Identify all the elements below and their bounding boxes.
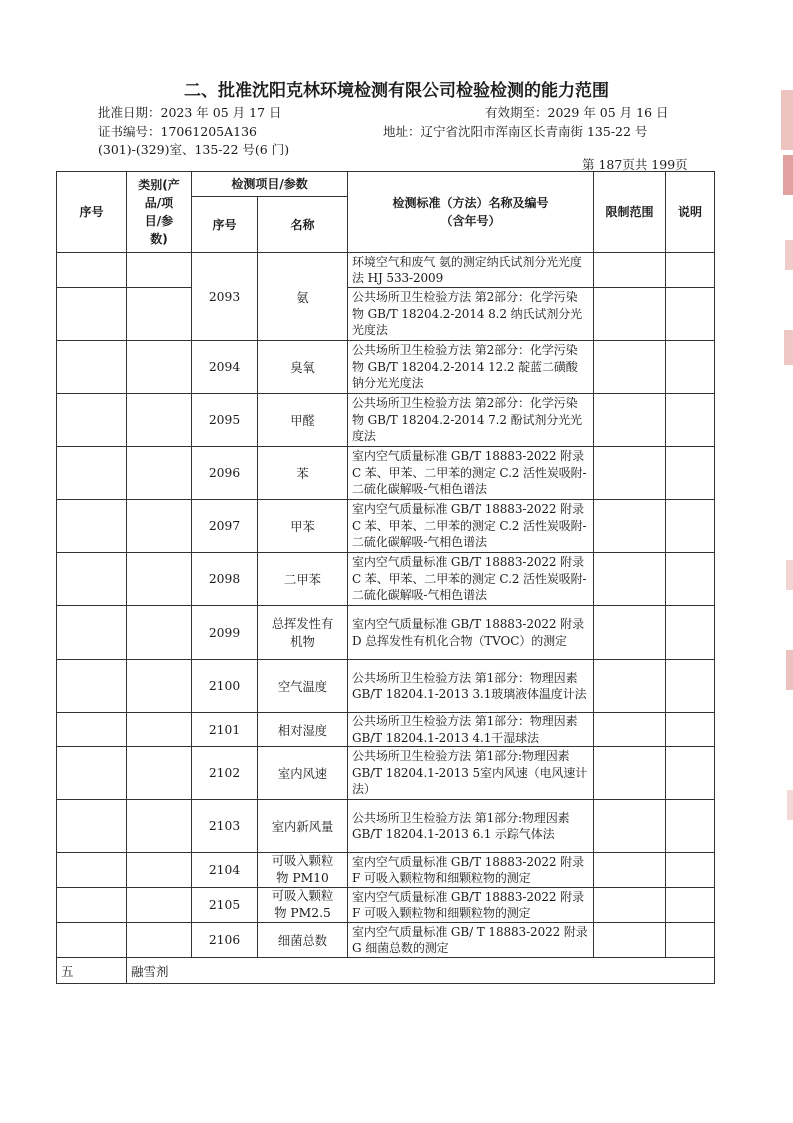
item-name: 苯 (258, 447, 348, 500)
item-name: 甲苯 (258, 500, 348, 553)
item-standard: 室内空气质量标准 GB/ T 18883-2022 附录G 细菌总数的测定 (348, 923, 594, 958)
table-row (57, 888, 715, 923)
section-category: 融雪剂 (127, 958, 715, 984)
item-name: 甲醛 (258, 394, 348, 447)
header-seq: 序号 (57, 172, 127, 253)
table-row (57, 253, 715, 288)
item-no: 2094 (192, 341, 258, 394)
item-name: 总挥发性有机物 (258, 606, 348, 660)
table-row (57, 500, 715, 553)
table-row (57, 288, 715, 341)
seal-stamp-fragment (771, 90, 793, 970)
item-name: 氨 (258, 253, 348, 341)
header-note: 说明 (666, 172, 715, 253)
table-row (57, 660, 715, 713)
table-row (57, 713, 715, 747)
item-no: 2093 (192, 253, 258, 341)
table-row (57, 447, 715, 500)
item-no: 2105 (192, 888, 258, 923)
address-line2: (301)-(329)室、135-22 号(6 门) (98, 142, 290, 157)
table-row (57, 923, 715, 958)
section-row (57, 958, 715, 984)
header-category: 类别(产品/项目/参数) (127, 172, 192, 253)
item-name: 室内新风量 (258, 800, 348, 853)
item-no: 2102 (192, 747, 258, 800)
capability-table (56, 171, 715, 984)
item-standard: 公共场所卫生检验方法 第2部分：化学污染物 GB/T 18204.2-2014 8.2 纳氏试剂分光光度法 (348, 288, 594, 341)
header-standard: 检测标准（方法）名称及编号（含年号） (348, 172, 594, 253)
table-row (57, 747, 715, 800)
item-name: 臭氧 (258, 341, 348, 394)
item-standard: 公共场所卫生检验方法 第1部分：物理因素 GB/T 18204.1-2013 4.1干湿球法 (348, 713, 594, 747)
item-name: 空气温度 (258, 660, 348, 713)
table-row (57, 800, 715, 853)
header-item-group: 检测项目/参数 (192, 172, 348, 197)
item-standard: 公共场所卫生检验方法 第2部分：化学污染物 GB/T 18204.2-2014 7.2 酚试剂分光光度法 (348, 394, 594, 447)
address: 地址：辽宁省沈阳市浑南区长青南街 135-22 号 (383, 124, 648, 139)
item-no: 2103 (192, 800, 258, 853)
table-row (57, 394, 715, 447)
table-row (57, 341, 715, 394)
item-standard: 公共场所卫生检验方法 第1部分:物理因素 GB/T 18204.1-2013 5室内风速（电风速计法） (348, 747, 594, 800)
page-title: 二、批准沈阳克林环境检测有限公司检验检测的能力范围 (184, 81, 609, 101)
item-standard: 公共场所卫生检验方法 第2部分：化学污染物 GB/T 18204.2-2014 12.2 靛蓝二磺酸钠分光光度法 (348, 341, 594, 394)
item-name: 二甲苯 (258, 553, 348, 606)
item-no: 2104 (192, 853, 258, 888)
item-no: 2098 (192, 553, 258, 606)
item-no: 2101 (192, 713, 258, 747)
item-standard: 室内空气质量标准 GB/T 18883-2022 附录F 可吸入颗粒物和细颗粒物的测定 (348, 853, 594, 888)
table-row (57, 606, 715, 660)
item-no: 2097 (192, 500, 258, 553)
table-row (57, 853, 715, 888)
item-no: 2095 (192, 394, 258, 447)
header-limit: 限制范围 (594, 172, 666, 253)
approval-date: 批准日期：2023 年 05 月 17 日 (98, 105, 282, 120)
item-standard: 室内空气质量标准 GB/T 18883-2022 附录C 苯、甲苯、二甲苯的测定 C.2 活性炭吸附-二硫化碳解吸-气相色谱法 (348, 500, 594, 553)
item-standard: 环境空气和废气 氨的测定纳氏试剂分光光度法 HJ 533-2009 (348, 253, 594, 288)
header-item-name: 名称 (258, 197, 348, 253)
table-row (57, 553, 715, 606)
item-name: 可吸入颗粒物 PM10 (258, 853, 348, 888)
header-item-seq: 序号 (192, 197, 258, 253)
page-number: 第 187页共 199页 (582, 157, 688, 172)
item-standard: 室内空气质量标准 GB/T 18883-2022 附录C 苯、甲苯、二甲苯的测定 C.2 活性炭吸附-二硫化碳解吸-气相色谱法 (348, 553, 594, 606)
item-standard: 公共场所卫生检验方法 第1部分:物理因素 GB/T 18204.1-2013 6.1 示踪气体法 (348, 800, 594, 853)
item-no: 2106 (192, 923, 258, 958)
item-no: 2099 (192, 606, 258, 660)
item-name: 相对湿度 (258, 713, 348, 747)
certificate-number: 证书编号：17061205A136 (98, 124, 258, 139)
valid-until: 有效期至：2029 年 05 月 16 日 (485, 105, 669, 120)
item-standard: 室内空气质量标准 GB/T 18883-2022 附录C 苯、甲苯、二甲苯的测定 C.2 活性炭吸附-二硫化碳解吸-气相色谱法 (348, 447, 594, 500)
item-name: 细菌总数 (258, 923, 348, 958)
item-name: 室内风速 (258, 747, 348, 800)
item-standard: 室内空气质量标准 GB/T 18883-2022 附录F 可吸入颗粒物和细颗粒物的测定 (348, 888, 594, 923)
item-standard: 公共场所卫生检验方法 第1部分：物理因素 GB/T 18204.1-2013 3.1玻璃液体温度计法 (348, 660, 594, 713)
section-number: 五 (57, 958, 127, 984)
item-no: 2100 (192, 660, 258, 713)
item-no: 2096 (192, 447, 258, 500)
item-standard: 室内空气质量标准 GB/T 18883-2022 附录D 总挥发性有机化合物（TVOC）的测定 (348, 606, 594, 660)
item-name: 可吸入颗粒物 PM2.5 (258, 888, 348, 923)
